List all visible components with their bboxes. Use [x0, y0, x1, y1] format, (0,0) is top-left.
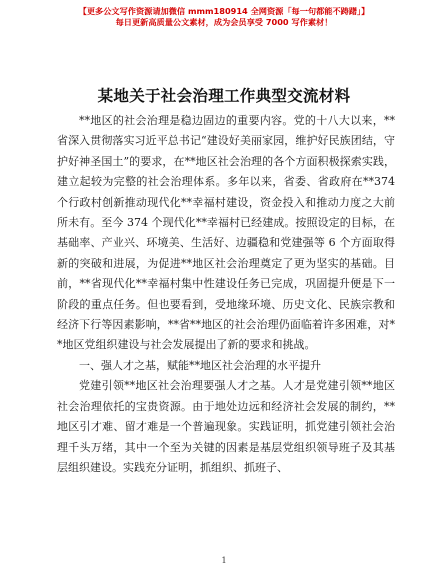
document-title: 某地关于社会治理工作典型交流材料 — [97, 87, 351, 105]
section-heading: 一、强人才之基，赋能**地区社会治理的水平提升 — [79, 358, 321, 372]
section-paragraph: 党建引领**地区社会治理要强人才之基。人才是党建引领**地区社会治理依托的宝贵资源。由于地处边远和经济社会发展的制约，**地区引才难、留才难是一个普遍现象。实践证明，抓党建引领社会治理千头万绪，其中一个至为关键的因素是基层党组织领导班子及其基层组织建设。实践充分证明，抓组织、抓班子、 — [57, 379, 395, 474]
document-body — [57, 111, 395, 478]
promo-banner-line-1: 【更多公文写作资源请加微信 mmm180914 全网资源「每一句都能不踌躇」】 — [78, 6, 370, 16]
promo-banner-line-2: 每日更新高质量公文素材，成为会员享受 7000 写作素材！ — [115, 17, 333, 27]
page-number: 1 — [221, 556, 227, 565]
promo-banner — [0, 6, 448, 28]
intro-paragraph: **地区的社会治理是稳边固边的重要内容。党的十八大以来，**省深入贯彻落实习近平总书记“建设好美丽家园，维护好民族团结，守护好神圣国土”的要求，在**地区社会治理的各个方面积极探索实践，建立起较为完整的社会治理体系。多年以来，省委、省政府在**374 个行政村创新推动现代化**幸福村建设，资金投入和推动力度之大前所未有。至今 374 个现代化**幸福村已经建成。按照设定的目标，在基础率、产业兴、环境美、生活好、边疆稳和党建强等 6 个方面取得新的突破和进展，为促进**地区社会治理奠定了更为坚实的基础。目前，**省现代化**幸福村集中性建设任务已完成，巩固提升便是下一阶段的重点任务。但也要看到，受地缘环境、历史文化、民族宗教和经济下行等因素影响，**省**地区的社会治理仍面临着许多困难，对**地区党组织建设与社会发展提出了新的要求和挑战。 — [57, 114, 395, 352]
